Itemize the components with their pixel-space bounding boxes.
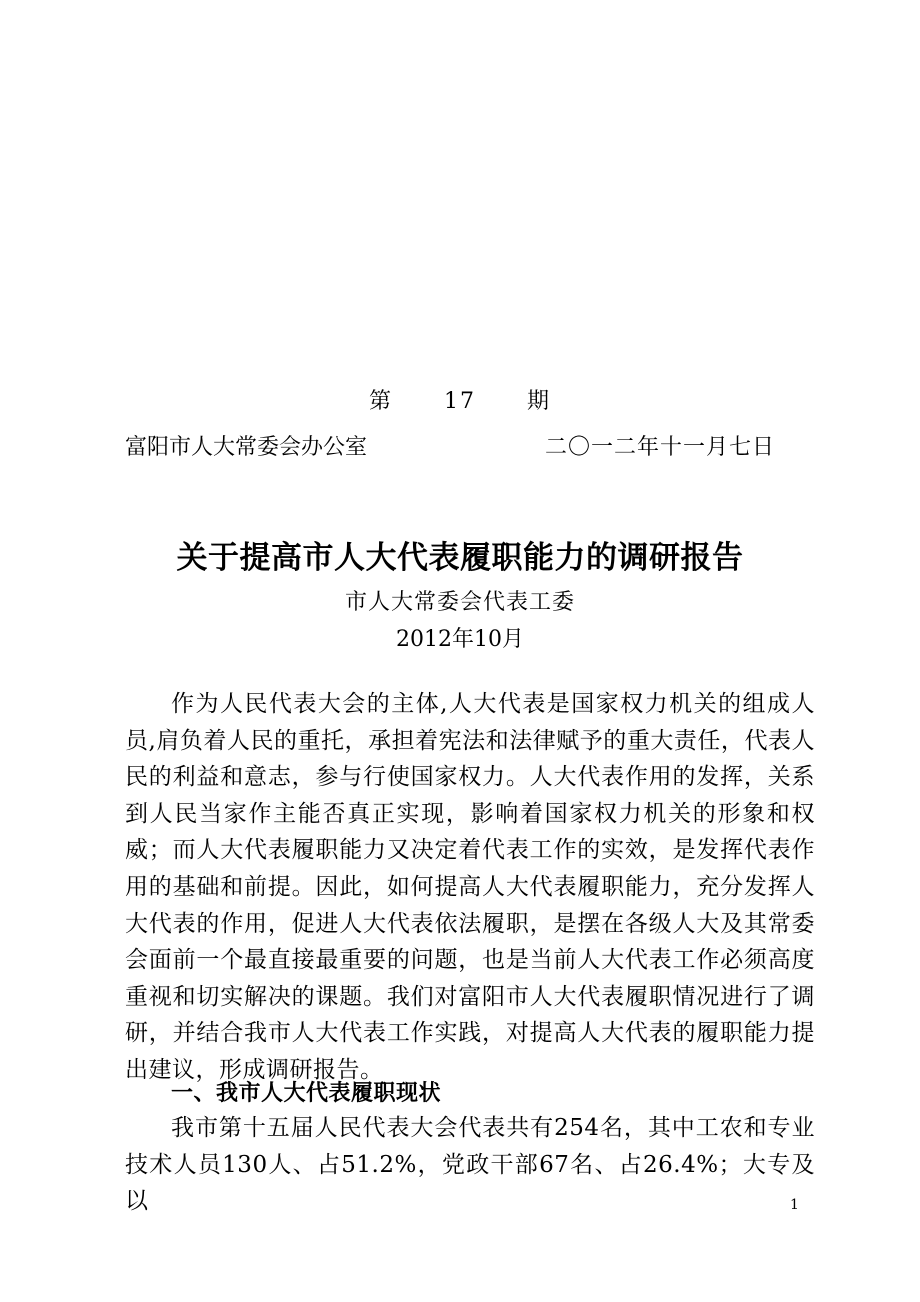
report-author: 市人大常委会代表工委 [344,590,575,615]
issuing-office: 富阳市人大常委会办公室 [125,435,368,460]
intro-paragraph: 作为人民代表大会的主体,人大代表是国家权力机关的组成人员,肩负着人民的重托，承担着宪法和法律赋予的重大责任，代表人民的利益和意志，参与行使国家权力。人大代表作用的发挥，关系到人民当家作主能否真正实现，影响着国家权力机关的形象和权威；而人大代表履职能力又决定着代表工作的实效，是发挥代表作用的基础和前提。因此，如何提高人大代表履职能力，充分发挥人大代表的作用，促进人大代表依法履职，是摆在各级人大及其常委会面前一个最直接最重要的问题，也是当前人大代表工作必须高度重视和切实解决的课题。我们对富阳市人大代表履职情况进行了调研，并结合我市人大代表工作实践，对提高人大代表的履职能力提出建议，形成调研报告。 [125,691,815,1083]
issue-prefix: 第 [368,389,393,414]
section-heading: 一、我市人大代表履职现状 [171,1081,442,1106]
report-date: 2012年10月 [396,627,524,652]
report-title: 关于提高市人大代表履职能力的调研报告 [176,540,744,576]
issue-suffix: 期 [527,389,552,414]
body-paragraph: 我市第十五届人民代表大会代表共有254名，其中工农和专业技术人员130人、占51.2%，党政干部67名、占26.4%；大专及以 [125,1115,815,1215]
issue-date: 二〇一二年十一月七日 [544,435,775,460]
page-number: 1 [790,1197,799,1213]
issue-number: 17 [444,389,476,414]
issue-number-line [0,384,920,415]
